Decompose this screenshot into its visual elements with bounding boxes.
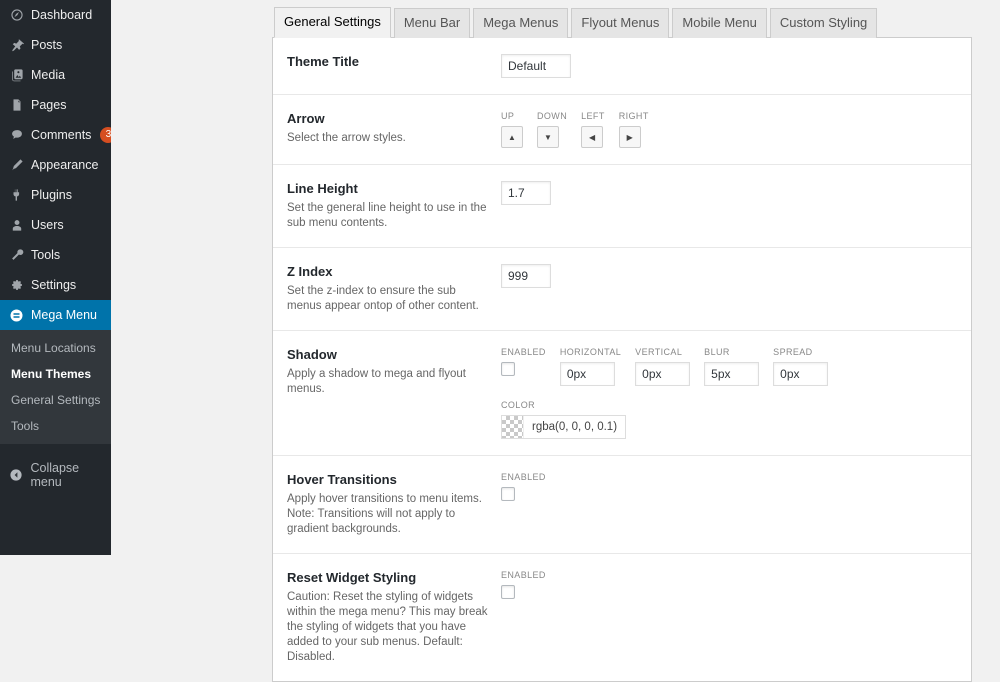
setting-row-line-height (273, 165, 971, 248)
setting-description: Select the arrow styles. (287, 132, 406, 144)
setting-control-theme-title (501, 54, 971, 78)
arrow-down-label: DOWN (537, 111, 568, 121)
appearance-icon (9, 158, 24, 173)
sidebar-item-posts[interactable] (0, 30, 111, 60)
color-swatch-icon (502, 416, 524, 438)
sidebar-item-pages[interactable] (0, 90, 111, 120)
sidebar-item-dashboard[interactable] (0, 0, 111, 30)
submenu-item-menu-locations[interactable]: Menu Locations (11, 341, 96, 355)
setting-label-arrow (273, 111, 501, 148)
shadow-enabled-checkbox[interactable] (501, 362, 515, 376)
dashboard-icon (9, 8, 24, 23)
setting-row-z-index (273, 248, 971, 331)
shadow-horizontal-input[interactable] (560, 362, 615, 386)
shadow-enabled-group (501, 347, 546, 376)
content-area (111, 0, 1000, 663)
sidebar-item-plugins[interactable] (0, 180, 111, 210)
submenu-item-general-settings[interactable]: General Settings (11, 393, 101, 407)
shadow-blur-group (704, 347, 759, 386)
arrow-down-icon-button[interactable]: ▼ (537, 126, 559, 148)
setting-control-hover-transitions (501, 472, 971, 537)
hover-transitions-enabled-label: ENABLED (501, 472, 546, 482)
sidebar-item-appearance[interactable] (0, 150, 111, 180)
sidebar-item-users[interactable] (0, 210, 111, 240)
sidebar-item-mega-menu[interactable] (0, 300, 111, 330)
setting-label-theme-title (273, 54, 501, 78)
sidebar-item-label: Appearance (31, 158, 99, 172)
setting-description: Set the z-index to ensure the sub menus appear ontop of other content. (287, 285, 479, 312)
pin-icon (9, 38, 24, 53)
sidebar-item-settings[interactable] (0, 270, 111, 300)
mega-menu-theme-editor (272, 0, 972, 663)
sidebar-item-label: Users (31, 218, 64, 232)
shadow-color-label: COLOR (501, 400, 536, 410)
mega-menu-icon (9, 308, 24, 323)
setting-description: Caution: Reset the styling of widgets within the mega menu? This may break the styling of widgets that you have added to your sub menus. Default: Disabled. (287, 591, 488, 663)
arrow-down-group (537, 111, 567, 148)
shadow-spread-label: SPREAD (773, 347, 813, 357)
sidebar-item-label: Media (31, 68, 66, 82)
general-settings-panel (272, 37, 972, 682)
arrow-right-label: RIGHT (618, 111, 649, 121)
setting-description: Apply hover transitions to menu items. Note: Transitions will not apply to gradient backgrounds. (287, 493, 482, 535)
comment-icon (9, 128, 24, 143)
arrow-left-group (581, 111, 605, 148)
setting-description: Set the general line height to use in the sub menu contents. (287, 202, 487, 229)
reset-widget-checkbox[interactable] (501, 585, 515, 599)
setting-control-reset-widget-styling (501, 570, 971, 665)
settings-icon (9, 278, 24, 293)
sidebar-item-media[interactable] (0, 60, 111, 90)
tab-flyout-menus[interactable]: Flyout Menus (571, 8, 669, 38)
collapse-menu-label: Collapse menu (30, 461, 80, 489)
sidebar-item-label: Dashboard (31, 8, 93, 22)
shadow-vertical-group (635, 347, 690, 386)
reset-widget-enabled-label: ENABLED (501, 570, 546, 580)
shadow-enabled-label: ENABLED (501, 347, 546, 357)
theme-title-input[interactable] (501, 54, 571, 78)
setting-row-arrow (273, 95, 971, 165)
sidebar-item-label: Posts (31, 38, 63, 52)
line-height-input[interactable] (501, 181, 551, 205)
reset-widget-enabled-group (501, 570, 546, 599)
setting-label-hover-transitions (273, 472, 501, 537)
arrow-right-group (619, 111, 649, 148)
shadow-spread-group (773, 347, 828, 386)
settings-tabs (272, 5, 972, 37)
shadow-spread-input[interactable] (773, 362, 828, 386)
setting-control-z-index (501, 264, 971, 314)
setting-label-z-index (273, 264, 501, 314)
submenu-item-tools[interactable]: Tools (11, 419, 40, 433)
setting-title: Line Height (287, 181, 358, 196)
collapse-arrow-icon (9, 468, 23, 483)
tab-mega-menus[interactable]: Mega Menus (473, 8, 568, 38)
tab-menu-bar[interactable]: Menu Bar (394, 8, 470, 38)
shadow-horizontal-label: HORIZONTAL (559, 347, 622, 357)
sidebar-item-label: Plugins (31, 188, 72, 202)
hover-transitions-checkbox[interactable] (501, 487, 515, 501)
tab-custom-styling[interactable]: Custom Styling (770, 8, 877, 38)
arrow-up-label: UP (501, 111, 515, 121)
shadow-blur-input[interactable] (704, 362, 759, 386)
shadow-blur-label: BLUR (704, 347, 730, 357)
tab-general-settings[interactable]: General Settings (274, 7, 391, 38)
sidebar-item-label: Mega Menu (31, 308, 98, 322)
setting-row-hover-transitions (273, 456, 971, 554)
collapse-menu-button[interactable] (0, 452, 111, 498)
tools-icon (9, 248, 24, 263)
arrow-up-icon-button[interactable]: ▲ (501, 126, 523, 148)
setting-title: Theme Title (287, 54, 360, 69)
setting-row-reset-widget-styling (273, 554, 971, 681)
shadow-color-group (501, 400, 626, 439)
sidebar-item-label: Settings (31, 278, 77, 292)
tab-mobile-menu[interactable]: Mobile Menu (672, 8, 766, 38)
setting-title: Z Index (287, 264, 333, 279)
mega-menu-submenu (0, 330, 111, 444)
shadow-color-picker[interactable] (501, 415, 626, 439)
setting-label-line-height (273, 181, 501, 231)
shadow-horizontal-group (560, 347, 621, 386)
arrow-left-label: LEFT (581, 111, 605, 121)
hover-transitions-enabled-group (501, 472, 546, 501)
plugins-icon (9, 188, 24, 203)
z-index-input[interactable] (501, 264, 551, 288)
page-icon (9, 98, 24, 113)
setting-title: Hover Transitions (287, 472, 397, 487)
setting-control-line-height (501, 181, 971, 231)
setting-title: Arrow (287, 111, 325, 126)
arrow-up-group (501, 111, 523, 148)
sidebar-item-label: Comments (31, 128, 92, 142)
sidebar-item-comments[interactable] (0, 120, 111, 150)
sidebar-item-label: Pages (31, 98, 67, 112)
shadow-vertical-label: VERTICAL (635, 347, 683, 357)
setting-control-shadow (501, 347, 971, 439)
users-icon (9, 218, 24, 233)
arrow-right-icon-button[interactable]: ▶ (619, 126, 641, 148)
sidebar-item-tools[interactable] (0, 240, 111, 270)
setting-control-arrow (501, 111, 971, 148)
setting-row-theme-title (273, 38, 971, 95)
submenu-item-menu-themes[interactable]: Menu Themes (11, 367, 92, 381)
shadow-color-value: rgba(0, 0, 0, 0.1) (532, 421, 618, 433)
setting-title: Reset Widget Styling (287, 570, 417, 585)
setting-label-reset-widget-styling (273, 570, 501, 665)
media-icon (9, 68, 24, 83)
comments-count-badge: 3 (100, 127, 116, 143)
sidebar-item-label: Tools (31, 248, 61, 262)
setting-title: Shadow (287, 347, 337, 362)
shadow-vertical-input[interactable] (635, 362, 690, 386)
setting-label-shadow (273, 347, 501, 439)
setting-row-shadow (273, 331, 971, 456)
setting-description: Apply a shadow to mega and flyout menus. (287, 368, 467, 395)
arrow-left-icon-button[interactable]: ◀ (581, 126, 603, 148)
admin-sidebar (0, 0, 111, 555)
